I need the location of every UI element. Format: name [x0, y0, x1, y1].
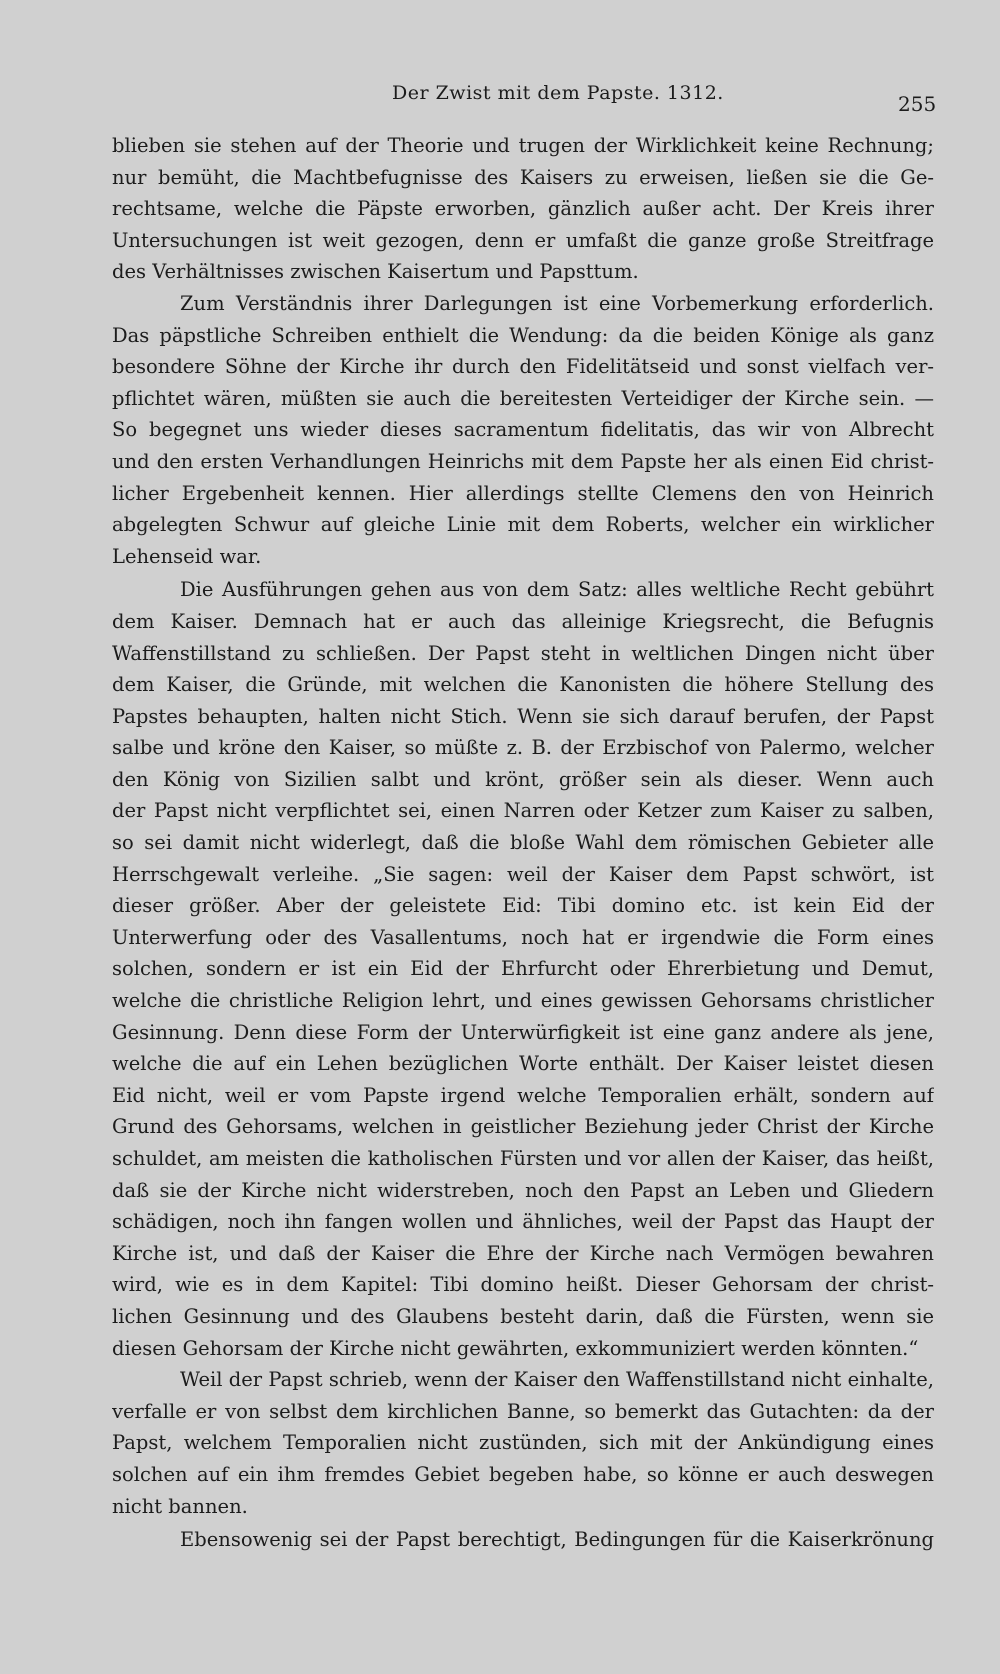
text-line: und den ersten Verhandlungen Heinrichs mit dem Papste her als einen Eid christ- — [112, 449, 934, 473]
text-line: welche die christliche Religion lehrt, und eines gewissen Gehorsams christlicher — [112, 989, 934, 1013]
text-line: schuldet, am meisten die katholischen Fürsten und vor allen der Kaiser, das heißt, — [112, 1147, 934, 1170]
text-line: den König von Sizilien salbt und krönt, größer sein als dieser. Wenn auch — [112, 767, 934, 791]
text-line: solchen, sondern er ist ein Eid der Ehrfurcht oder Ehrerbietung und Demut, — [112, 957, 934, 981]
text-line: pflichtet wären, müßten sie auch die bereitesten Verteidiger der Kirche sein. — — [112, 386, 934, 410]
text-line: dem Kaiser. Demnach hat er auch das alleinige Kriegsrecht, die Befugnis — [112, 609, 934, 633]
text-line: Untersuchungen ist weit gezogen, denn er umfaßt die ganze große Streitfrage — [112, 228, 934, 252]
text-line: nicht bannen. — [112, 1494, 248, 1518]
running-title: Der Zwist mit dem Papste. 1312. — [392, 82, 724, 104]
text-line: dieser größer. Aber der geleistete Eid: Tibi domino etc. ist kein Eid der — [112, 894, 934, 918]
page-number: 255 — [898, 92, 937, 116]
text-line: licher Ergebenheit kennen. Hier allerdings stellte Clemens den von Heinrich — [112, 481, 934, 505]
text-line: Kirche ist, und daß der Kaiser die Ehre der Kirche nach Vermögen bewahren — [112, 1241, 934, 1265]
text-line: blieben sie stehen auf der Theorie und trugen der Wirklichkeit keine Rechnung; — [112, 134, 934, 157]
text-line: Papst, welchem Temporalien nicht zustünden, sich mit der Ankündigung eines — [112, 1431, 934, 1455]
text-line: besondere Söhne der Kirche ihr durch den Fidelitätseid und sonst vielfach ver- — [112, 355, 934, 379]
text-line: dem Kaiser, die Gründe, mit welchen die Kanonisten die höhere Stellung des — [112, 673, 934, 697]
text-line: wird, wie es in dem Kapitel: Tibi domino heißt. Dieser Gehorsam der christ- — [112, 1273, 934, 1297]
paragraph — [112, 288, 934, 572]
paragraph — [112, 130, 934, 288]
text-line: daß sie der Kirche nicht widerstreben, noch den Papst an Leben und Gliedern — [112, 1178, 934, 1202]
text-line: des Verhältnisses zwischen Kaisertum und Papsttum. — [112, 260, 639, 284]
text-line: nur bemüht, die Machtbefugnisse des Kaisers zu erweisen, ließen sie die Ge- — [112, 165, 934, 189]
text-line: welche die auf ein Lehen bezüglichen Worte enthält. Der Kaiser leistet diesen — [112, 1052, 934, 1076]
text-line: salbe und kröne den Kaiser, so müßte z. B. der Erzbischof von Palermo, welcher — [112, 736, 934, 760]
text-line: Grund des Gehorsams, welchen in geistlicher Beziehung jeder Christ der Kirche — [112, 1115, 934, 1139]
text-line: abgelegten Schwur auf gleiche Linie mit dem Roberts, welcher ein wirklicher — [112, 513, 934, 537]
text-line: schädigen, noch ihn fangen wollen und ähnliches, weil der Papst das Haupt der — [112, 1210, 934, 1234]
paragraph — [112, 574, 934, 1364]
page-header — [0, 82, 1000, 116]
paragraph — [112, 1524, 934, 1556]
text-line: rechtsame, welche die Päpste erworben, gänzlich außer acht. Der Kreis ihrer — [112, 197, 934, 221]
text-line: Ebensowenig sei der Papst berechtigt, Bedingungen für die Kaiserkrönung — [180, 1528, 934, 1552]
page-body — [112, 130, 934, 1556]
text-line: so sei damit nicht widerlegt, daß die bloße Wahl dem römischen Gebieter alle — [112, 831, 934, 855]
text-line: diesen Gehorsam der Kirche nicht gewährten, exkommuniziert werden könnten.“ — [112, 1336, 919, 1360]
text-line: Papstes behaupten, halten nicht Stich. Wenn sie sich darauf berufen, der Papst — [112, 704, 934, 728]
text-line: Gesinnung. Denn diese Form der Unterwürfigkeit ist eine ganz andere als jene, — [112, 1020, 934, 1044]
text-line: Zum Verständnis ihrer Darlegungen ist eine Vorbemerkung erforderlich. — [180, 291, 934, 315]
text-line: verfalle er von selbst dem kirchlichen Banne, so bemerkt das Gutachten: da der — [112, 1399, 934, 1423]
text-line: Weil der Papst schrieb, wenn der Kaiser den Waffenstillstand nicht einhalte, — [180, 1368, 934, 1392]
text-line: Das päpstliche Schreiben enthielt die Wendung: da die beiden Könige als ganz — [112, 323, 934, 347]
text-line: Herrschgewalt verleihe. „Sie sagen: weil der Kaiser dem Papst schwört, ist — [112, 862, 934, 886]
text-line: der Papst nicht verpflichtet sei, einen Narren oder Ketzer zum Kaiser zu salben, — [112, 799, 934, 823]
text-line: Lehenseid war. — [112, 544, 262, 568]
text-line: Waffenstillstand zu schließen. Der Papst steht in weltlichen Dingen nicht über — [112, 641, 934, 665]
text-line: Die Ausführungen gehen aus von dem Satz: alles weltliche Recht gebührt — [180, 578, 934, 602]
text-line: Eid nicht, weil er vom Papste irgend welche Temporalien erhält, sondern auf — [112, 1083, 934, 1107]
text-line: solchen auf ein ihm fremdes Gebiet begeben habe, so könne er auch deswegen — [112, 1462, 934, 1486]
text-line: So begegnet uns wieder dieses sacramentum fidelitatis, das wir von Albrecht — [112, 418, 934, 442]
paragraph — [112, 1364, 934, 1522]
text-line: lichen Gesinnung und des Glaubens besteht darin, daß die Fürsten, wenn sie — [112, 1304, 934, 1328]
text-line: Unterwerfung oder des Vasallentums, noch hat er irgendwie die Form eines — [112, 925, 934, 949]
